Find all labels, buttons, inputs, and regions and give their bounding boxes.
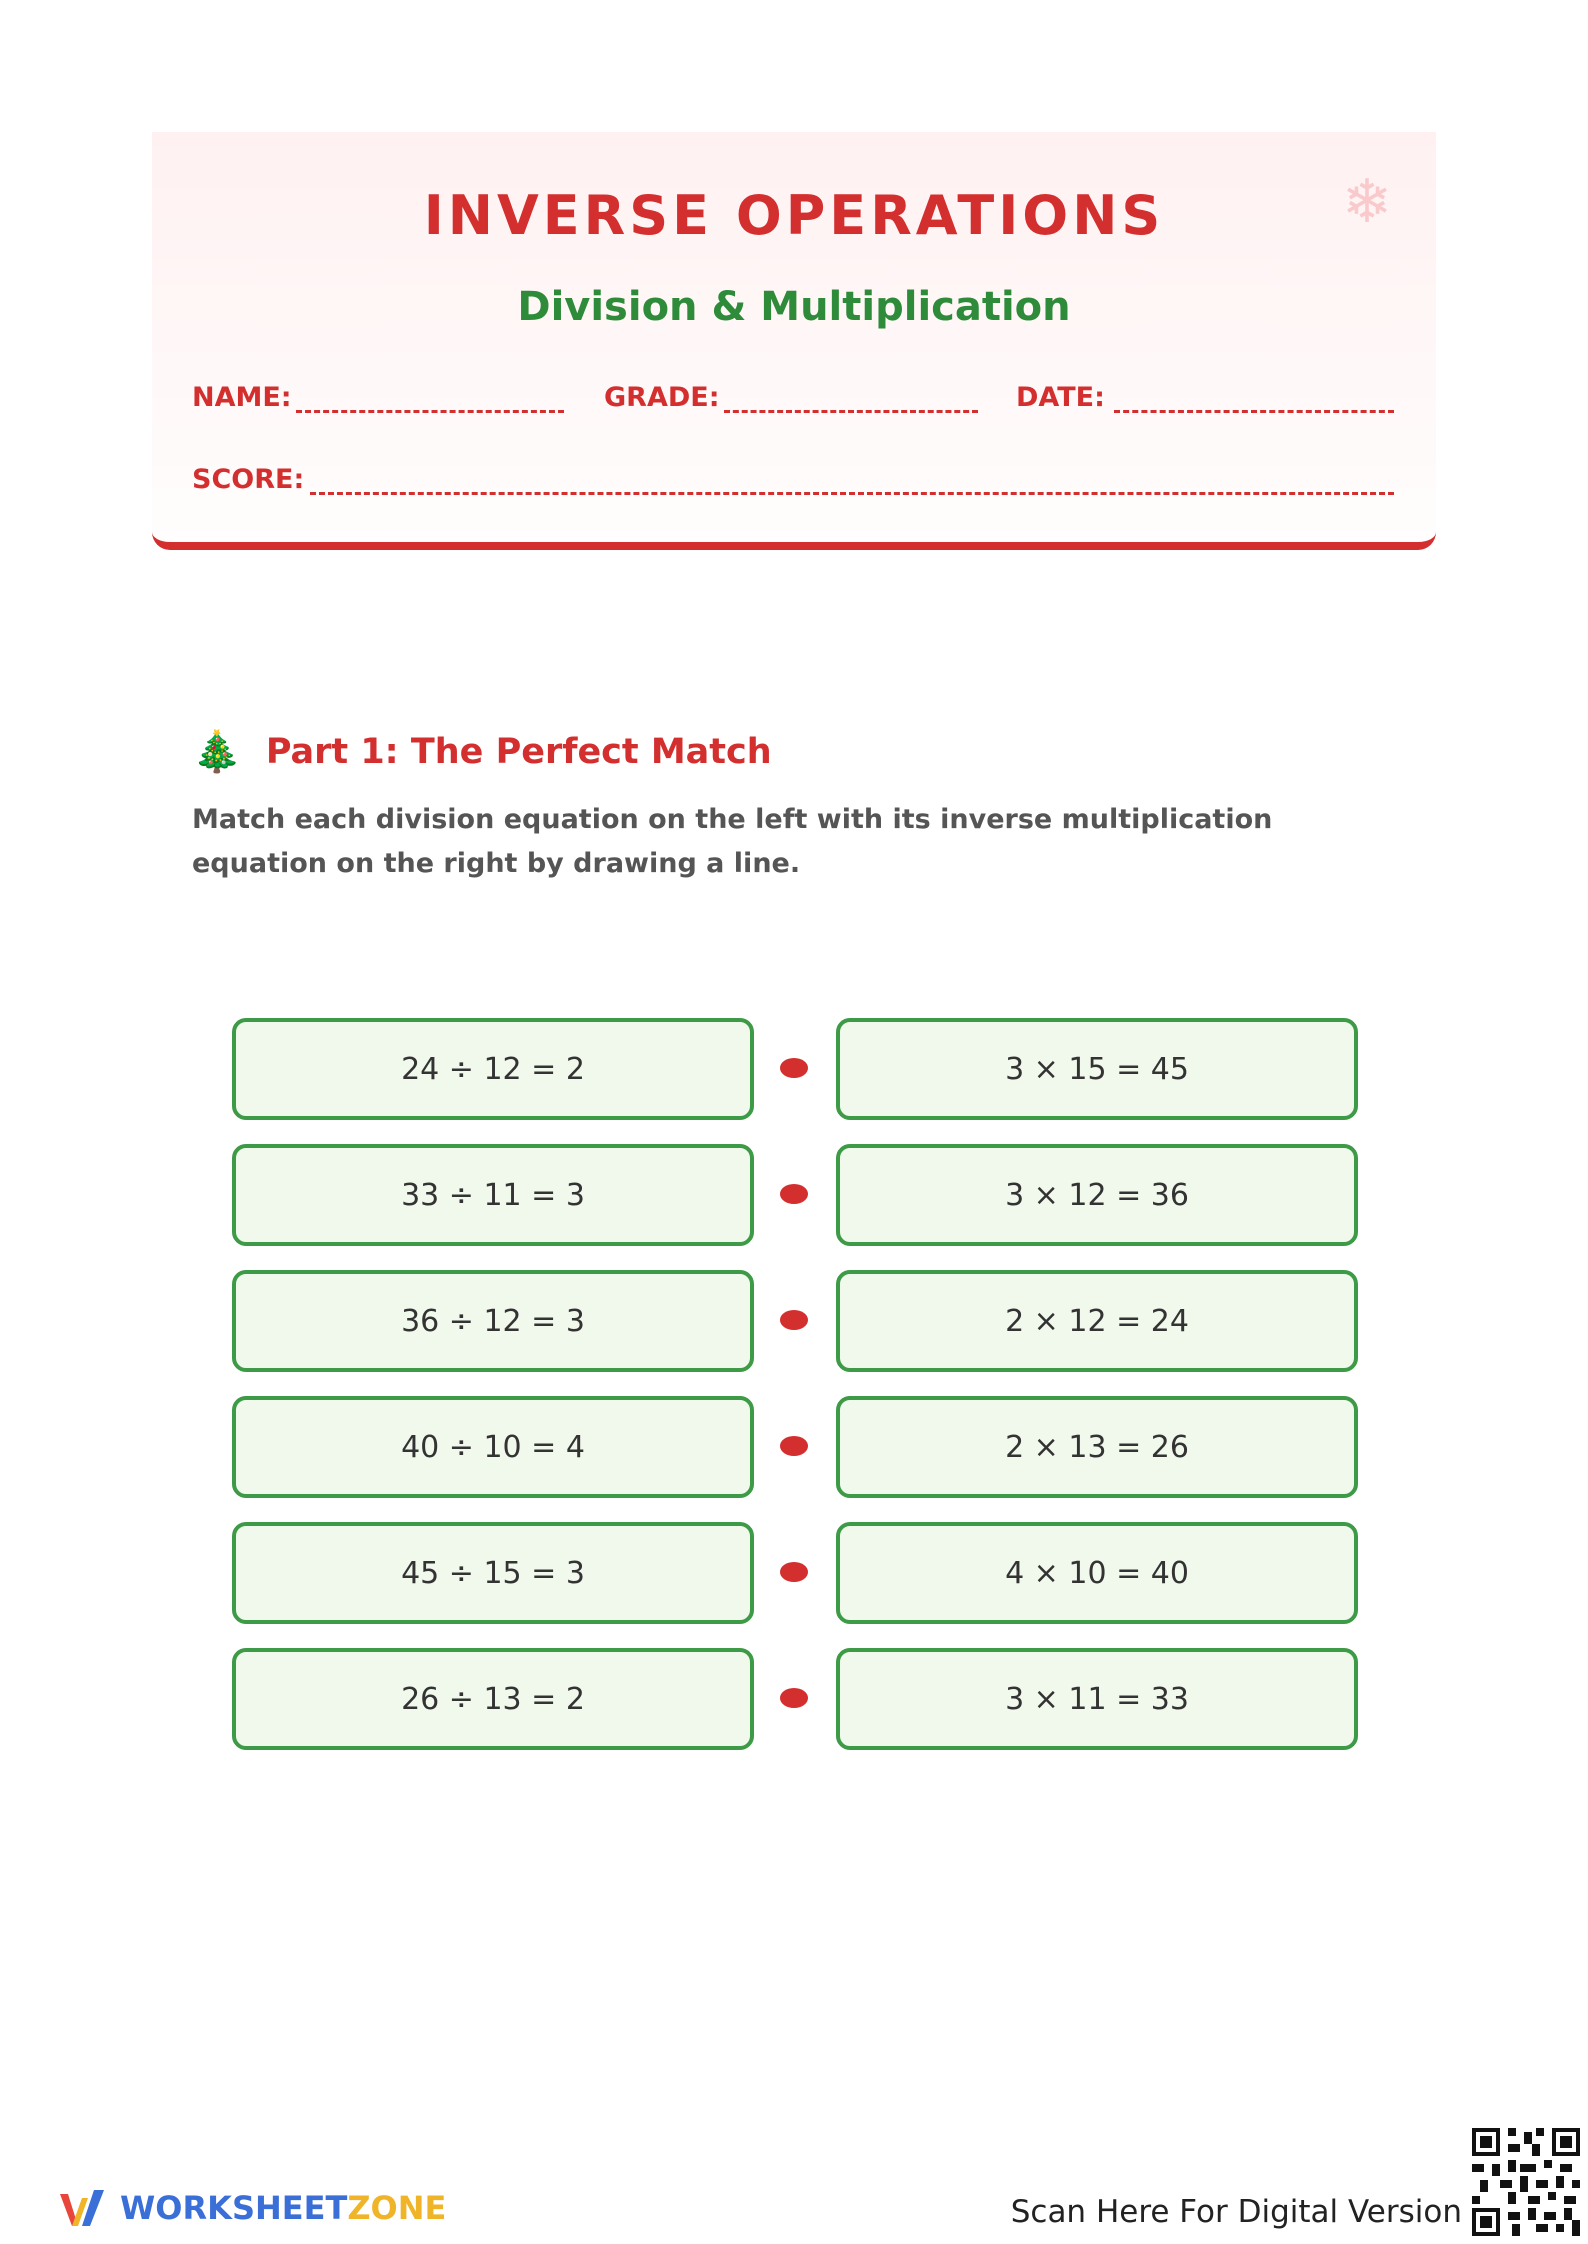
section-title: Part 1: The Perfect Match: [265, 732, 772, 772]
division-box[interactable]: 45 ÷ 15 = 3: [232, 1522, 754, 1624]
christmas-tree-icon: 🎄: [192, 729, 242, 775]
grade-field[interactable]: [724, 410, 978, 413]
multiplication-box[interactable]: 3 × 12 = 36: [836, 1144, 1358, 1246]
division-box[interactable]: 26 ÷ 13 = 2: [232, 1648, 754, 1750]
division-box[interactable]: 36 ÷ 12 = 3: [232, 1270, 754, 1372]
multiplication-box[interactable]: 3 × 11 = 33: [836, 1648, 1358, 1750]
snowflake-icon: ❄: [1341, 167, 1392, 237]
multiplication-box[interactable]: 2 × 12 = 24: [836, 1270, 1358, 1372]
match-row: [232, 1522, 1356, 1624]
match-row: [232, 1270, 1356, 1372]
worksheetzone-logo[interactable]: [56, 2180, 446, 2236]
connector-dot[interactable]: [780, 1058, 808, 1078]
multiplication-box[interactable]: 3 × 15 = 45: [836, 1018, 1358, 1120]
date-label: DATE:: [1016, 382, 1105, 413]
connector-dot[interactable]: [780, 1184, 808, 1204]
match-row: [232, 1396, 1356, 1498]
brand-name-part2: ZONE: [347, 2189, 447, 2227]
division-box[interactable]: 24 ÷ 12 = 2: [232, 1018, 754, 1120]
connector-dot[interactable]: [780, 1688, 808, 1708]
connector-dot[interactable]: [780, 1436, 808, 1456]
brand-name-part1: WORKSHEET: [120, 2189, 348, 2227]
worksheet-title: INVERSE OPERATIONS: [423, 184, 1165, 247]
connector-dot[interactable]: [780, 1562, 808, 1582]
section-heading: [192, 729, 772, 775]
division-box[interactable]: 40 ÷ 10 = 4: [232, 1396, 754, 1498]
name-label: NAME:: [192, 382, 292, 413]
connector-dot[interactable]: [780, 1310, 808, 1330]
multiplication-box[interactable]: 2 × 13 = 26: [836, 1396, 1358, 1498]
grade-label: GRADE:: [604, 382, 720, 413]
header-card: [152, 132, 1436, 550]
score-field[interactable]: [310, 492, 1394, 495]
match-row: [232, 1648, 1356, 1750]
division-box[interactable]: 33 ÷ 11 = 3: [232, 1144, 754, 1246]
name-field[interactable]: [296, 410, 564, 413]
match-row: [232, 1144, 1356, 1246]
date-field[interactable]: [1114, 410, 1394, 413]
worksheetzone-logo-icon: [56, 2180, 112, 2236]
score-label: SCORE:: [192, 464, 305, 495]
qr-code-icon[interactable]: [1472, 2128, 1580, 2236]
instructions: Match each division equation on the left with its inverse multiplication equation on the right by drawing a line.: [192, 804, 1273, 879]
multiplication-box[interactable]: 4 × 10 = 40: [836, 1522, 1358, 1624]
match-row: [232, 1018, 1356, 1120]
scan-caption: Scan Here For Digital Version: [1010, 2194, 1462, 2230]
worksheet-subtitle: Division & Multiplication: [517, 284, 1071, 330]
